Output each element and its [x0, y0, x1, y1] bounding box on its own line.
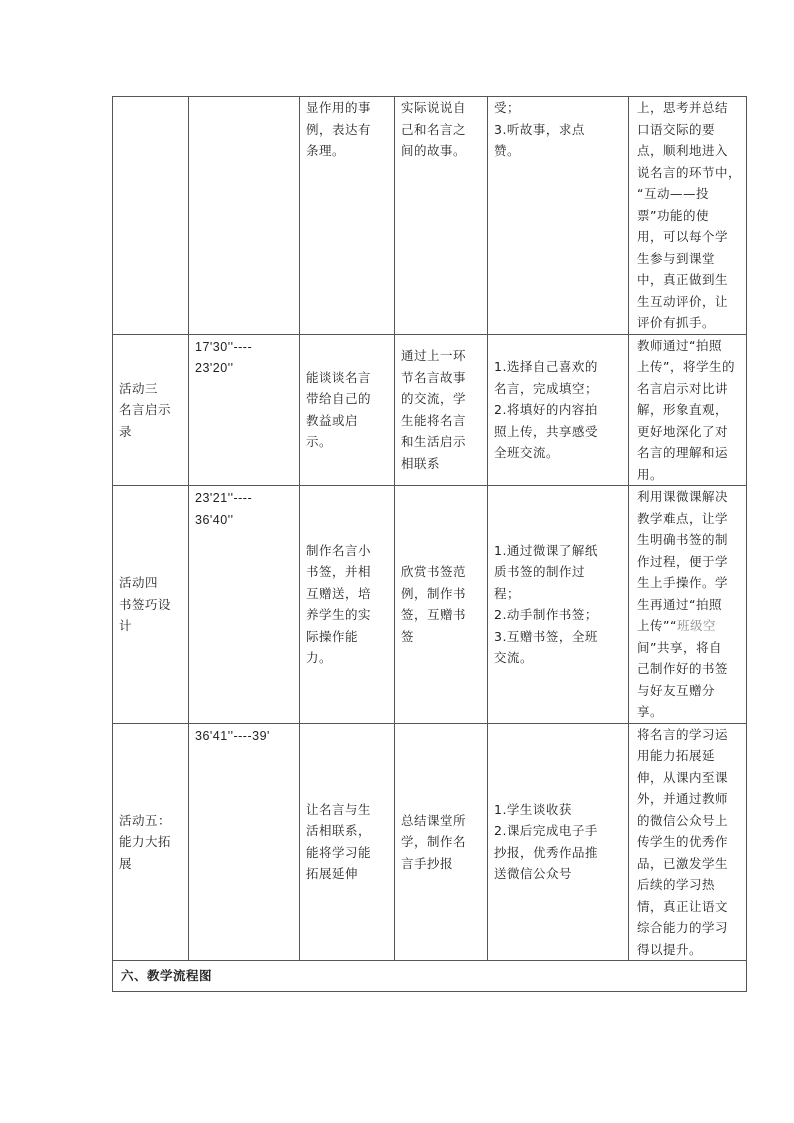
text-line: 交流。 [494, 650, 534, 666]
time-cell [189, 486, 300, 724]
text-line: 教益或启 [306, 412, 359, 428]
text-line: 更好地深化了对 [637, 423, 729, 439]
text-line: 生互动评价，让 [637, 293, 729, 309]
text-line: 得以提升。 [637, 941, 703, 957]
activity-cell [113, 334, 189, 486]
text-line: 1.通过微课了解纸 [494, 542, 598, 558]
table-row [113, 334, 747, 486]
goal-cell [300, 97, 395, 335]
text-line: 将名言的学习运 [637, 726, 729, 742]
goal-cell [300, 723, 395, 961]
text-line: 名言，完成填空； [494, 380, 599, 396]
text-line: 程； [494, 585, 521, 601]
highlight-text: 班级空 [676, 618, 716, 633]
student-cell [395, 723, 488, 961]
text-line: 全班交流。 [494, 445, 560, 460]
text-line: 让名言与生 [306, 801, 372, 817]
text-line: 1.选择自己喜欢的 [494, 359, 598, 374]
table-row [113, 723, 747, 961]
process-cell [488, 486, 629, 724]
activity-cell [113, 486, 189, 724]
text-line: 3.互赠书签，全班 [494, 628, 598, 644]
text-line: 示。 [306, 434, 333, 450]
text-line: 伸，从课内至课 [637, 769, 729, 785]
time-cell [189, 334, 300, 486]
text-line: 生能将名言 [401, 412, 467, 428]
section-heading: 六、教学流程图 [113, 961, 747, 992]
text-line: 间的故事。 [401, 143, 467, 158]
text-line: 签 [401, 628, 415, 644]
text-line: 传学生的优秀作 [637, 834, 729, 849]
text-line: 例，表达有 [306, 121, 372, 137]
text-line: 说名言的环节中， [637, 164, 742, 180]
text-line: 2.将填好的内容拍 [494, 402, 598, 417]
text-line: 录 [119, 423, 133, 439]
text-line: 己制作好的书签 [637, 661, 729, 676]
process-cell [488, 97, 629, 335]
text-line: 1.学生谈收获 [494, 801, 572, 817]
text-line: 活动四 [119, 575, 159, 590]
text-line: 活相联系， [306, 823, 372, 839]
table-row [113, 486, 747, 724]
text-line: 名言启示对比讲 [637, 380, 729, 396]
text-line: 生再通过“拍照 [637, 596, 722, 612]
text-line: 例，制作书 [401, 585, 467, 601]
note-cell [629, 97, 747, 335]
text-line: 享。 [637, 704, 664, 719]
student-cell [395, 97, 488, 335]
goal-cell [300, 486, 395, 724]
text-line: 力。 [306, 650, 333, 666]
text-line: 用。 [637, 466, 664, 482]
student-cell [395, 334, 488, 486]
text-line: 的交流，学 [401, 391, 467, 407]
time-start: 17'30''---- [195, 339, 253, 354]
text-line: 生参与到课堂 [637, 250, 716, 266]
text-line: 计 [119, 618, 133, 633]
text-line: 书签巧设 [119, 596, 172, 612]
text-line: 条理。 [306, 143, 346, 158]
text-line: 学，制作名 [401, 834, 467, 849]
text-line: 赞。 [494, 143, 521, 158]
table-row [113, 97, 747, 335]
text-line: 名言启示 [119, 402, 172, 417]
text-line: 签，互赠书 [401, 607, 467, 623]
text-line: 相联系 [401, 455, 441, 471]
text-line: 拓展延伸 [306, 866, 359, 882]
text-line: 名言的理解和运 [637, 445, 729, 460]
text-line: 欣赏书签范 [401, 564, 467, 580]
time-end: 36'40'' [195, 512, 234, 527]
text-line: 综合能力的学习 [637, 920, 729, 935]
text-line: 养学生的实 [306, 607, 372, 623]
text-line: 口语交际的要 [637, 121, 716, 137]
text-line: 解，形象直观， [637, 402, 729, 417]
text-line: 生上手操作。学 [637, 575, 729, 590]
text-line: 上，思考并总结 [637, 100, 729, 115]
text-line: 评价有抓手。 [637, 315, 716, 330]
text-line: 能将学习能 [306, 844, 372, 860]
goal-cell [300, 334, 395, 486]
activity-cell [113, 97, 189, 335]
text-line: 上传”，将学生的 [637, 359, 735, 374]
time-cell [189, 723, 300, 961]
text-line: 总结课堂所 [401, 812, 467, 828]
process-cell [488, 334, 629, 486]
text-line: 点，顺利地进入 [637, 143, 729, 158]
text-line: 抄报，优秀作品推 [494, 844, 599, 860]
text-line: 节名言故事 [401, 369, 467, 385]
text-line: 用能力拓展延 [637, 748, 716, 763]
text-line: 和生活启示 [401, 434, 467, 450]
text-line [637, 615, 740, 637]
time-range: 36'41''----39' [195, 728, 270, 743]
text-line: 能力大拓 [119, 834, 172, 849]
text-line: 活动五： [119, 812, 172, 828]
text-line: 与好友互赠分 [637, 682, 716, 698]
text-line: 2.课后完成电子手 [494, 823, 598, 839]
student-cell [395, 486, 488, 724]
note-cell [629, 334, 747, 486]
text-line: 3.听故事，求点 [494, 121, 585, 137]
text-line: 己和名言之 [401, 121, 467, 137]
text-line: 教学难点，让学 [637, 510, 729, 526]
text-line: 2.动手制作书签； [494, 607, 598, 623]
text-line: 受； [494, 100, 521, 115]
time-start: 23'21''---- [195, 491, 253, 505]
text-line: 的微信公众号上 [637, 812, 729, 828]
text-line: 票”功能的使 [637, 207, 709, 223]
text-line: 书签，并相 [306, 564, 372, 580]
time-end: 23'20'' [195, 361, 234, 375]
note-cell [629, 723, 747, 961]
text-line: 利用课微课解决 [637, 489, 729, 504]
text-line: 品，已激发学生 [637, 855, 729, 871]
text-line: 照上传，共享感受 [494, 423, 599, 439]
text-line: 显作用的事 [306, 100, 372, 115]
activity-cell [113, 723, 189, 961]
text-line: 带给自己的 [306, 391, 372, 407]
text-line: 通过上一环 [401, 348, 467, 364]
table-row [113, 961, 747, 992]
text-line: 活动三 [119, 380, 159, 396]
text-line: “互动——投 [637, 186, 709, 201]
text-line: 间”共享，将自 [637, 639, 722, 655]
text-line: 用，可以每个学 [637, 229, 729, 244]
note-cell [629, 486, 747, 724]
text-line: 后续的学习热 [637, 877, 716, 892]
text-line: 作过程，便于学 [637, 553, 729, 569]
text-fragment: 上传”“ [637, 618, 677, 633]
text-line: 言手抄报 [401, 855, 454, 871]
text-line: 质书签的制作过 [494, 564, 586, 580]
text-line: 实际说说自 [401, 100, 467, 115]
text-line: 际操作能 [306, 628, 359, 644]
text-line: 教师通过“拍照 [637, 337, 722, 353]
text-line: 互赠送，培 [306, 585, 372, 601]
process-cell [488, 723, 629, 961]
text-line: 中，真正做到生 [637, 272, 729, 287]
text-line: 展 [119, 855, 133, 871]
text-line: 送微信公众号 [494, 866, 573, 882]
text-line: 生明确书签的制 [637, 532, 729, 547]
text-line: 情，真正让语文 [637, 898, 729, 914]
lesson-plan-table [112, 96, 747, 992]
time-cell [189, 97, 300, 335]
text-line: 制作名言小 [306, 542, 372, 558]
text-line: 外，并通过教师 [637, 791, 729, 806]
text-line: 能谈谈名言 [306, 369, 372, 385]
